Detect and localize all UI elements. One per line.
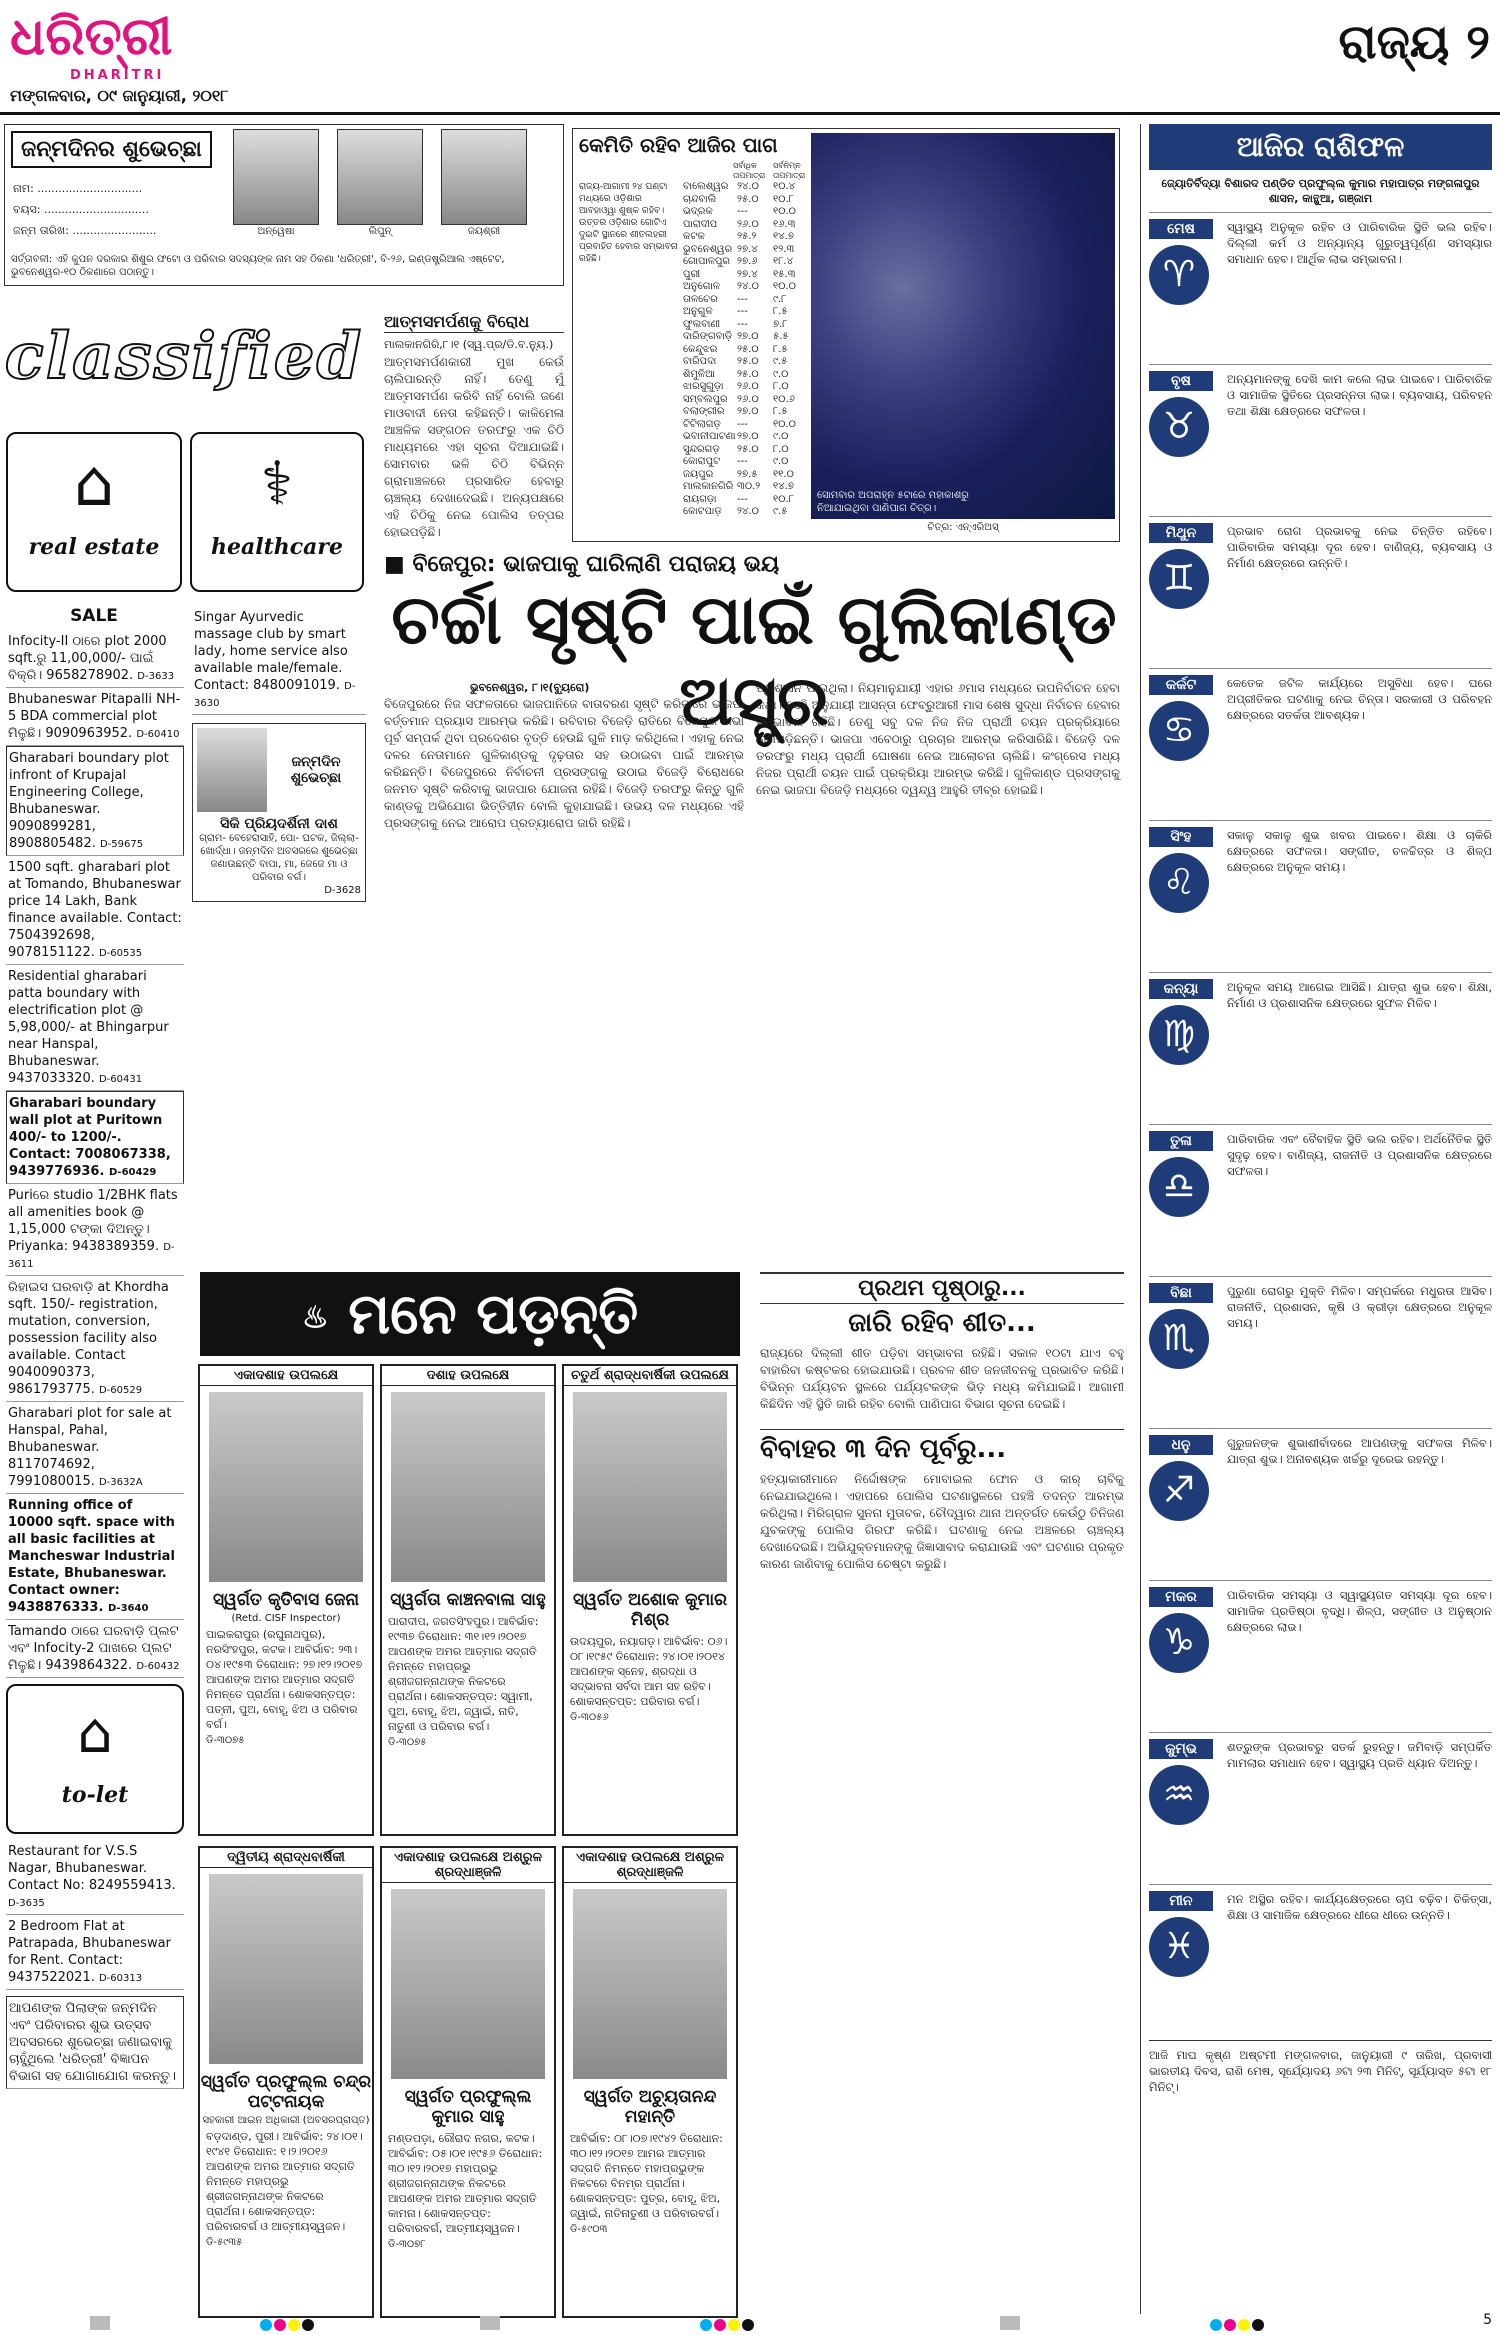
rashi-text: ମନ ଅସ୍ଥିର ରହିବ। କାର୍ଯ୍ୟକ୍ଷେତ୍ରରେ ଚାପ ବଢ଼ିବ। ଚିକିତ୍ସା, ଶିକ୍ଷା ଓ ସାମାଜିକ କ୍ଷେତ୍ରରେ ଧୀରେ ଧୀରେ ଉନ୍ନତି। [1227, 1892, 1492, 1922]
weather-row [683, 231, 809, 244]
rashi-item [1149, 668, 1492, 820]
weather-row [683, 256, 809, 269]
classified-ad: Puriରେ studio 1/2BHK flats all amenities book @ 1,15,000 ଟଙ୍କା ଦିଅନ୍ତୁ। Priyanka: 9438389359. D-3611 [6, 1184, 184, 1276]
weather-min: ୧୪.୭ [773, 481, 794, 492]
obituary-photo [573, 1392, 728, 1582]
kid-photo-2 [337, 129, 423, 238]
surrender-story [384, 312, 564, 552]
dateline: ମଙ୍ଗଳବାର, ୦୯ ଜାନୁୟାରୀ, ୨୦୧୮ [10, 86, 229, 105]
weather-city: ସମ୍ବଲପୁର [683, 393, 728, 405]
weather-max: ୨୬.୦ [737, 393, 759, 405]
lead-headline: ଚର୍ଚ୍ଚା ସୃଷ୍ଟି ପାଇଁ ଗୁଲିକାଣ୍ଡ ଅସ୍ତ୍ର [391, 580, 1117, 741]
weather-max: --- [737, 306, 748, 317]
rashi-item [1149, 1276, 1492, 1428]
weather-min: ୧୨.୩ [773, 243, 795, 255]
weather-max: --- [737, 493, 748, 505]
wish-photo [197, 728, 267, 812]
weather-intro: ରାଜ୍ୟ-ଆଗାମୀ ୨୪ ଘଣ୍ଟା ମଧ୍ୟରେ ଓଡ଼ିଶାର ଆବହାଓ୍ୱା ଶୁଷ୍କ ରହିବ। ଉତ୍ତର ଓଡ଼ିଶାର ଗୋଟିଏ ଦୁଇଟି ସ୍ଥାନରେ ଶୀତଲହରୀ ପ୍ରବାହିତ ହେବାର ସମ୍ଭାବନା ରହିଛି। [579, 182, 679, 264]
weather-max: ୨୫.୦ [737, 443, 759, 455]
weather-max: ୨୭.୦ [737, 431, 759, 442]
weather-row [683, 356, 809, 369]
weather-max: ୨୪.୦ [737, 281, 759, 292]
weather-row [683, 456, 809, 469]
obituary-occasion: ଚତୁର୍ଥ ଶ୍ରାଦ୍ଧବାର୍ଷିକୀ ଉପଲକ୍ଷେ [564, 1366, 736, 1386]
rashi-item [1149, 1732, 1492, 1884]
weather-min: ୧୦.୦ [773, 418, 796, 430]
weather-min: ୧୦.୮ [773, 193, 794, 205]
classified-ad: Tamando ଠାରେ ଘରବାଡ଼ି ପ୍ଲଟ ଏବଂ Infocity-2 ପାଖରେ ପ୍ଲଟ ମିଳୁଛି। 9439864322. D-60432 [6, 1620, 184, 1678]
real-estate-badge [6, 432, 182, 592]
weather-min: ୧୦.୦ [773, 206, 796, 217]
obituary-name: ସ୍ୱର୍ଗତ ପ୍ରଫୁଲ୍ଲ କୁମାର ସାହୁ [404, 2087, 532, 2127]
birthday-field-age: ବୟସ: .............................. [13, 203, 149, 216]
weather-city: ଭବାନୀପାଟଣା [683, 431, 736, 442]
obituary-name: ସ୍ୱର୍ଗତ ଅଶୋକ କୁମାର ମିଶ୍ର [573, 1590, 727, 1630]
lead-dateline: ଭୁବନେଶ୍ୱର, ୮।୧(ବ୍ୟୁରୋ) [470, 681, 590, 694]
obituary-code: ଡି-୩୦୭୮ [388, 2239, 426, 2250]
obituary-body: ଆବିର୍ଭାବ: ୦୮।୦୭।୧୯୪୨ ତିରୋଧାନ: ୩୦।୧୨।୨୦୧୭ ଆମର ଆତ୍ମାର ସଦ୍‌ଗତି ନିମନ୍ତେ ମହାପ୍ରଭୁଙ୍କ ନିକଟରେ ବିନମ୍ର ପ୍ରାର୍ଥନା। ଶୋକସନ୍ତପ୍ତ: ପୁତ୍ର, ବୋହୂ, ଝିଅ, ଜ୍ୱାଇଁ, ନାତିନାତୁଣୀ ଓ ପରିବାରବର୍ଗ। [570, 2132, 723, 2220]
classified-ad: Residential gharabari patta boundary with electrification plot @ 5,98,000/- at Bhingarpur near Hanspal, Bhubaneswar. 9437033320. D-60431 [6, 965, 184, 1091]
weather-min: ୧୮.୪ [773, 256, 794, 267]
weather-city: କୋଟପାଡ଼ [683, 506, 722, 517]
zodiac-icon: ♌ [1149, 853, 1209, 913]
rashi-name: ଧନୁ [1149, 1435, 1213, 1455]
weather-row [683, 244, 809, 257]
weather-city: ରାୟଗଡ଼ା [683, 493, 717, 505]
rashi-name: ମକର [1149, 1587, 1213, 1607]
weather-city: ପାରାଦୀପ [683, 218, 718, 230]
weather-max: ୨୫.୦ [737, 193, 759, 205]
classified-bottom-note: ଆପଣଙ୍କ ପିଲାଙ୍କ ଜନ୍ମଦିନ ଏବଂ ପରିବାରର ଶୁଭ ଉତ୍ସବ ଅବସରରେ ଶୁଭେଚ୍ଛା ଜଣାଇବାକୁ ଚାହୁଁଥିଲେ 'ଧରିତ୍ରୀ' ବିଜ୍ଞାପନ ବିଭାଗ ସହ ଯୋଗାଯୋଗ କରନ୍ତୁ। [6, 1996, 184, 2089]
weather-min: ୯.୦ [773, 431, 789, 442]
zodiac-icon: ♐ [1149, 1461, 1209, 1521]
rashifal-author: ଜ୍ୟୋତିର୍ବିଦ୍ୟା ବିଶାରଦ ପଣ୍ଡିତ ପ୍ରଫୁଲ୍ଲ କୁମାର ମହାପାତ୍ର ମଙ୍ଗଳାପୁର ଶାସନ, କାନ୍ଥୁଆ, ଗଞ୍ଜାମ [1161, 177, 1480, 205]
diya-icon: ♨ [301, 1300, 329, 1336]
obituary-name: ସ୍ୱର୍ଗତା କାଞ୍ଚନବାଳା ସାହୁ [390, 1590, 546, 1610]
cold-story-body: ରାଜ୍ୟରେ ଦିଲ୍ଲୀ ଶୀତ ପଡ଼ିବା ସମ୍ଭାବନା ରହିଛି। ସକାଳ ୧୦ଟା ଯାଏ ବହୁ ବାହାରିବା କଷ୍ଟକର ହୋଇଯାଉଛି। ପ୍ରବଳ ଶୀତ ଜନଜୀବନକୁ ପ୍ରଭାବିତ କରିଛି। ବିଭିନ୍ନ ପର୍ଯ୍ୟଟନ ସ୍ଥଳରେ ପର୍ଯ୍ୟଟକଙ୍କ ଭିଡ଼ ମଧ୍ୟ କମିଯାଇଛି। ଆଗାମୀ କିଛିଦିନ ଏହି ସ୍ଥିତି ଜାରି ରହିବ ବୋଲି ପାଣିପାଗ ବିଭାଗ ସୂଚନା ଦେଇଛି। [760, 1346, 1124, 1411]
wedding-story-body: ହତ୍ୟାକାରୀମାନେ ନିର୍ଦ୍ଦୋଷଙ୍କ ମୋବାଇଲ ଫୋନ ଓ କାର୍ ଚାବିକୁ ନେଇଯାଇଥିଲେ। ଏହାପରେ ପୋଲିସ ଘଟଣାସ୍ଥଳରେ ପହଞ୍ଚି ତଦନ୍ତ ଆରମ୍ଭ କରିଥିଲା। ମିରିଗ୍ରାଳ ସୁନନା ମୁତାବକ, ଚୌଦ୍ୱାର ଥାନା ଅନ୍ତର୍ଗତ କେଉଁଠୁ ତିନିଜଣ ଯୁବକଙ୍କୁ ପୋଲିସ ଗିରଫ କରିଛି। ଘଟଣାକୁ ନେଇ ଅଞ୍ଚଳରେ ଚାଞ୍ଚଲ୍ୟ ଦେଖାଦେଇଛି। ଅଭିଯୁକ୍ତମାନଙ୍କୁ ଜିଜ୍ଞାସାବାଦ କରାଯାଉଛି ଏବଂ ଘଟଣାର ପ୍ରକୃତ କାରଣ ଜାଣିବାକୁ ପୋଲିସ ଚେଷ୍ଟା କରୁଛି। [760, 1472, 1124, 1571]
weather-city: ବାଲେଶ୍ୱର [683, 181, 729, 192]
obituary-body: ବଡ଼ଦାଣ୍ଡ, ପୁରୀ। ଆବିର୍ଭାବ: ୨୪।୦୧।୧୯୪୧ ତିରୋଧାନ: ୧।୨।୨୦୧୬ ଆପଣଙ୍କ ଅମର ଆତ୍ମାର ସଦ୍‌ଗତି ନିମନ୍ତେ ମହାପ୍ରଭୁ ଶ୍ରୀଜଗନ୍ନାଥଙ୍କ ନିକଟରେ ପ୍ରାର୍ଥନା। ଶୋକସନ୍ତପ୍ତ: ପରିବାରବର୍ଗ ଓ ଆତ୍ମୀୟସ୍ୱଜନ। [206, 2130, 363, 2233]
weather-row [683, 331, 809, 344]
obituary-code: ଡି-୩୦୭୫ [206, 1735, 245, 1746]
grey-mark [480, 2316, 500, 2330]
rashi-item [1149, 516, 1492, 668]
weather-max: --- [737, 456, 748, 467]
map-credit: ଚିତ୍ର: ଏନ୍‌ଏରିଅସ୍ [927, 522, 999, 533]
obituary-body: ପାଇକରାପୁର (ରଘୁନାଥପୁର), ନରସିଂହପୁର, କଟକ। ଆବିର୍ଭାବ: ୨୩।୦୪।୧୯୫୩ ତିରୋଧାନ: ୨୭।୧୨।୨୦୧୭ ଆପଣଙ୍କ ଅମର ଆତ୍ମାର ସଦ୍‌ଗତି ନିମନ୍ତେ ପ୍ରାର୍ଥନା। ଶୋକସନ୍ତପ୍ତ: ପତ୍ନୀ, ପୁଅ, ବୋହୂ, ଝିଅ ଓ ପରିବାର ବର୍ଗ। [206, 1628, 363, 1731]
weather-city: ଭଦ୍ରକ [683, 206, 713, 217]
birthday-coupon [4, 124, 564, 286]
page-number: 5 [1483, 2312, 1492, 2328]
weather-max: --- [737, 318, 748, 330]
weather-max: ୨୫.୦ [737, 368, 759, 380]
rashifal-footer: ଆଜି ମାଘ କୃଷ୍ଣ ଅଷ୍ଟମୀ ମଙ୍ଗଳବାର, ଜାନୁୟାରୀ ୯ ତାରିଖ, ପ୍ରବାସୀ ଭାରତୀୟ ଦିବସ, ରାଶି ମେଷ, ସୂର୍ଯ୍ୟୋଦୟ ୬ଟା ୨୩ ମିନିଟ୍, ସୂର୍ଯ୍ୟାସ୍ତ ୫ଟା ୧୮ ମିନିଟ୍। [1149, 2040, 1492, 2095]
weather-max: ୨୪.୦ [737, 506, 759, 517]
real-estate-label: real estate [28, 534, 160, 560]
cmyk-mark [700, 2316, 756, 2335]
weather-city: କଟକ [683, 231, 705, 242]
rashi-name: ବିଛା [1149, 1283, 1213, 1303]
surrender-dateline: ମାଲକାନଗିରି,୮।୧ (ସ୍ୱ.ପ୍ର/ଡି.ବ.ନ୍ୟୁ.) [384, 338, 554, 351]
obituary-occasion: ଦ୍ୱିତୀୟ ଶ୍ରାଦ୍ଧବାର୍ଷିକୀ [200, 1848, 372, 1868]
surrender-title: ଆତ୍ମସମର୍ପଣକୁ ବିରୋଧ [384, 312, 564, 333]
zodiac-icon: ♉ [1149, 397, 1209, 457]
weather-row [683, 281, 809, 294]
birthday-field-name: ନାମ: .............................. [13, 182, 143, 195]
weather-max: --- [737, 293, 748, 305]
zodiac-icon: ♒ [1149, 1765, 1209, 1825]
classified-ad: Bhubaneswar Pitapalli NH-5 BDA commercial plot ମିଳୁଛି। 9090963952. D-60410 [6, 688, 184, 746]
weather-min: ୧୦.୪ [773, 181, 796, 192]
weather-min: ୯.୮ [773, 293, 787, 305]
classified-ads-mid [192, 606, 366, 1266]
weather-max: ୩୦.୨ [737, 481, 761, 492]
obituary-name: ସ୍ୱର୍ଗତ ଅଚ୍ୟୁତାନନ୍ଦ ମହାନ୍ତି [583, 2087, 717, 2127]
obituary-occasion: ଦଶାହ ଉପଲକ୍ଷେ [382, 1366, 554, 1386]
weather-row [683, 506, 809, 519]
rashi-name: ବୃଷ [1149, 371, 1213, 391]
classified-ad: Singar Ayurvedic massage club by smart lady, home service also available male/female. Contact: 8480091019. D-3630 [192, 606, 366, 715]
obituary-code: ଡି-୩୦୭୫ [388, 1737, 427, 1748]
weather-row [683, 319, 809, 332]
classified-ad: Restaurant for V.S.S Nagar, Bhubaneswar. Contact No: 8249559413. D-3635 [6, 1840, 184, 1915]
weather-min: ୮.୫ [773, 343, 788, 355]
rashi-name: ସିଂହ [1149, 827, 1213, 847]
obituary-photo [209, 1392, 364, 1582]
grey-mark [90, 2316, 110, 2330]
print-marks [0, 2312, 1500, 2335]
obituary-code: ଡି-୫୯୩୫ [206, 2237, 243, 2248]
house-icon: ⌂ [73, 447, 115, 521]
rashi-text: ପ୍ରଭାବ ରୋଗ ପ୍ରଭାବକୁ ନେଇ ଚିନ୍ତିତ ରହିବେ। ପାରିବାରିକ ସମସ୍ୟା ଦୂର ହେବ। ବାଣିଜ୍ୟ, ବ୍ୟବସାୟ ଓ ନିର୍ମାଣ କ୍ଷେତ୍ରରେ ଉନ୍ନତି। [1227, 524, 1492, 570]
weather-city: ଅନୁଗୋଳ [683, 281, 720, 292]
weather-min: ୧୫.୩ [773, 268, 796, 280]
rashi-name: ମେଷ [1149, 219, 1213, 239]
weather-min: ୧୬.୩ [773, 218, 796, 230]
rashi-text: ପାରିବାରିକ ଏବଂ ବୈବାହିକ ସ୍ଥିତି ଭଲ ରହିବ। ଅର୍ଥନୈତିକ ସ୍ଥିତି ସୁଦୃଢ଼ ହେବ। ବାଣିଜ୍ୟ, ରାଜନୀତି ଓ ପ୍ରଶାସନିକ କ୍ଷେତ୍ରରେ ସଫଳତା। [1227, 1132, 1492, 1178]
zodiac-icon: ♍ [1149, 1005, 1209, 1065]
healthcare-badge [190, 432, 364, 592]
weather-row [683, 494, 809, 507]
weather-city: ଅନୁଗୁଳ [683, 306, 713, 317]
continued-label: ପ୍ରଥମ ପୃଷ୍ଠାରୁ... [858, 1276, 1026, 1301]
wish-name: ସିକି ପ୍ରିୟଦର୍ଶିନୀ ଦାଶ [220, 816, 338, 832]
continued-stories [760, 1272, 1124, 2322]
obituary-card [198, 1364, 374, 1836]
weather-row [683, 306, 809, 319]
rashi-text: ପୁରୁଣା ରୋଗରୁ ମୁକ୍ତି ମିଳିବ। ସମ୍ପର୍କରେ ମଧୁରତା ଆସିବ। ରାଜନୀତି, ପ୍ରଶାସନ, କୃଷି ଓ କ୍ରୀଡ଼ା କ୍ଷେତ୍ରରେ ଅନୁକୂଳ ସମୟ। [1227, 1284, 1492, 1330]
weather-max: ୨୭.୪ [737, 243, 758, 255]
weather-min: ୫.୫ [773, 331, 789, 342]
rashi-name: ତୁଳା [1149, 1131, 1213, 1151]
obituary-designation: ସହକାରୀ ଆଇନ ଅଧିକାରୀ (ଅବସରପ୍ରାପ୍ତ) [202, 2115, 370, 2126]
to-let-label: to-let [61, 1782, 129, 1808]
weather-max: ୨୭.୬ [737, 256, 758, 267]
to-let-house-icon: ⌂ [77, 1701, 113, 1766]
weather-city: କୋରାପୁଟ [683, 456, 721, 467]
obituary-occasion: ଏକାଦଶାହ ଉପଲକ୍ଷେ [200, 1366, 372, 1386]
classified-ad: Gharabari boundary wall plot at Puritown 400/- to 1200/-. Contact: 7008067338, 9439776936. D-60429 [6, 1091, 184, 1184]
rashi-text: କେତେକ ଜଟିଳ କାର୍ଯ୍ୟରେ ଅସୁବିଧା ହେବ। ଘରେ ଅପ୍ରୀତିକର ଘଟଣାକୁ ନେଇ ଚିନ୍ତା। ସରକାରୀ ଓ ପରିବହନ କ୍ଷେତ୍ରରେ ସତର୍କତା ଆବଶ୍ୟକ। [1227, 676, 1492, 722]
logo-subtitle: DHARITRI [70, 68, 165, 83]
weather-row [683, 431, 809, 444]
weather-min: ୧୧.୦ [773, 468, 794, 480]
rashi-name: କୁମ୍ଭ [1149, 1739, 1213, 1759]
weather-min: ୮.୫ [773, 406, 788, 417]
weather-title: କେମିତି ରହିବ ଆଜିର ପାଗ [579, 133, 778, 157]
cmyk-mark [260, 2316, 316, 2335]
weather-max: --- [737, 206, 748, 217]
rashi-text: ଗୁରୁଜନଙ୍କ ଶୁଭାଶୀର୍ବାଦରେ ଆପଣଙ୍କୁ ସଫଳତା ମିଳିବ। ଯାତ୍ରା ଶୁଭ। ଅନାବଶ୍ୟକ ଖର୍ଚ୍ଚରୁ ଦୂରେଇ ରହନ୍ତୁ। [1227, 1436, 1492, 1466]
rashifal-column [1140, 124, 1492, 2314]
zodiac-icon: ♎ [1149, 1157, 1209, 1217]
weather-min: ୯.୦ [773, 456, 789, 467]
obituary-code: ଡି-୩୦୫୬ [570, 1712, 609, 1723]
classified-ad: Gharabari boundary plot infront of Krupajal Engineering College, Bhubaneswar. 9090899281, 8908805482. D-59675 [6, 746, 184, 856]
weather-city: ସୁନ୍ଦରଗଡ଼ [683, 443, 720, 455]
obituary-body: ଉଦୟପୁର, ନୟାଗଡ଼। ଆବିର୍ଭାବ: ୦୬।୦୮।୧୯୫୯ ତିରୋଧାନ: ୨୪।୦୧।୨୦୧୪ ଆପଣଙ୍କ ସ୍ନେହ, ଶ୍ରଦ୍ଧା ଓ ସଦ୍‌ଭାବନା ସର୍ବଦା ଆମ ସହ ରହିବ। ଶୋକସନ୍ତପ୍ତ: ପରିବାର ବର୍ଗ। [570, 1635, 728, 1708]
obituary-occasion: ଏକାଦଶାହ ଉପଲକ୍ଷେ ଅଶ୍ରୁଳ ଶ୍ରଦ୍ଧାଞ୍ଜଳି [382, 1848, 554, 1883]
weather-min: ୯.୫ [773, 356, 788, 367]
weather-city: ବଲାଙ୍ଗୀର [683, 406, 725, 417]
obituary-body: ମଣ୍ଡପଡ଼ା, ରୌରାଦ ନଗର, କଟକ। ଆବିର୍ଭାବ: ୦୫।୦୧।୧୯୫୬ ତିରୋଧାନ: ୩୦।୧୨।୨୦୧୭ ମହାପ୍ରଭୁ ଶ୍ରୀଜଗନ୍ନାଥଙ୍କ ନିକଟରେ ଆପଣଙ୍କ ଅମର ଆତ୍ମାର ସଦ୍‌ଗତି କାମନା। ଶୋକସନ୍ତପ୍ତ: ପରିବାରବର୍ଗ, ଆତ୍ମୀୟସ୍ୱଜନ। [388, 2132, 543, 2235]
birthday-title: ଜନ୍ମଦିନର ଶୁଭେଚ୍ଛା [11, 131, 212, 168]
birthday-wish-ad [192, 723, 366, 902]
weather-city: ଜୟପୁର [683, 468, 714, 480]
weather-row [683, 394, 809, 407]
obituary-name: ସ୍ୱର୍ଗତ ପ୍ରଫୁଲ୍ଲ ଚନ୍ଦ୍ର ପଟ୍ଟନାୟକ [200, 2072, 372, 2112]
weather-max: ୨୭.୪ [737, 268, 758, 280]
zodiac-icon: ♓ [1149, 1917, 1209, 1977]
classified-ad: ରିହାଇସ ଘରବାଡ଼ି at Khordha sqft. 150/- registration, mutation, conversion, possession facility also available. Contact 9040090373, 9861793775. D-60529 [6, 1276, 184, 1402]
weather-box [572, 128, 1120, 542]
weather-row [683, 369, 809, 382]
lead-kicker: ■ ବିଜେପୁର: ଭାଜପାକୁ ଘାରିଲାଣି ପରାଜୟ ଭୟ [384, 552, 780, 577]
rashi-item [1149, 820, 1492, 972]
weather-max: ୨୪.୦ [737, 181, 759, 192]
rashi-text: ଅନୁକୂଳ ସମୟ ଆଗେଇ ଆସିଛି। ଯାତ୍ରା ଶୁଭ ହେବ। ଶିକ୍ଷା, ନିର୍ମାଣ ଓ ପ୍ରଶାସନିକ କ୍ଷେତ୍ରରେ ସୁଫଳ ମିଳିବ। [1227, 980, 1492, 1010]
stethoscope-icon: ⚕ [260, 449, 294, 519]
wedding-story-title: ବିବାହର ୩ ଦିନ ପୂର୍ବରୁ... [760, 1429, 1124, 1465]
weather-min: ୧୪.୭ [773, 231, 794, 242]
rashi-text: ସକାଳୁ ସକାଳୁ ଶୁଭ ଖବର ପାଇବେ। ଶିକ୍ଷା ଓ ଚାକିରି କ୍ଷେତ୍ରରେ ସଫଳତା। ସଙ୍ଗୀତ, ଚଳଚ୍ଚିତ୍ର ଓ ଶିଳ୍ପ କ୍ଷେତ୍ରରେ ଅନୁକୂଳ ସମୟ। [1227, 828, 1492, 874]
obituary-photo [209, 1874, 364, 2064]
mane-padanti-banner [200, 1272, 740, 1356]
masthead-logo [10, 6, 250, 96]
kid-photo-3 [441, 129, 527, 238]
obituary-card [562, 1846, 738, 2318]
birthday-note: ସର୍ତ୍ତାବଳୀ: ଏହି କୁପନ ଦରକାର ଶିଶୁର ଫଟୋ ଓ ପରିବାର ସଦସ୍ୟଙ୍କ ନାମ ସହ ଠିକଣା 'ଧରିତ୍ରୀ', ବି-୨୬, ଇଣ୍ଡଷ୍ଟ୍ରିଆଲ ଏଷ୍ଟେଟ, ଭୁବନେଶ୍ୱର-୧୦ ଠିକଣାରେ ପଠାନ୍ତୁ। [11, 254, 505, 278]
kid-name: ଲିପୁନ୍ [368, 226, 392, 237]
wish-code: D-3628 [324, 885, 361, 896]
weather-city: ମାଲକାନଗିରି [683, 481, 734, 492]
weather-max: ୨୫.୦ [737, 356, 759, 367]
weather-min: ୧୦.୬ [773, 393, 795, 405]
weather-min: ୮.୫ [773, 306, 788, 317]
top-rule [0, 112, 1500, 115]
weather-row [683, 344, 809, 357]
weather-city: ପୁରୀ [683, 268, 701, 280]
kid-name: ଅନ୍ୱେଷା [257, 226, 295, 237]
weather-min: ୯.୫ [773, 506, 788, 517]
weather-row [683, 481, 809, 494]
weather-row [683, 419, 809, 432]
weather-max: ୨୬.୦ [737, 218, 759, 230]
rashi-list [1149, 212, 1492, 2036]
zodiac-icon: ♊ [1149, 549, 1209, 609]
rashi-name: କର୍କଟ [1149, 675, 1213, 695]
rashi-item [1149, 1884, 1492, 2036]
weather-city: ଦାରିଙ୍ଗବାଡ଼ି [683, 331, 733, 342]
zodiac-icon: ♋ [1149, 701, 1209, 761]
weather-city: ଗୋପାଳପୁର [683, 256, 731, 267]
weather-city: ଶିମୁଳିଆ [683, 368, 715, 380]
rashi-text: ଅନ୍ୟମାନଙ୍କୁ ଦେଖି କାମ କଲେ ଲାଭ ପାଇବେ। ପାରିବାରିକ ଓ ସାମାଜିକ ସ୍ଥିତିରେ ପ୍ରସନ୍ନତା ଲାଭ। ବ୍ୟବସାୟ, ପରିବହନ ତଥା ଶିକ୍ଷା କ୍ଷେତ୍ରରେ ସଫଳତା। [1227, 372, 1492, 418]
obituary-card [380, 1364, 556, 1836]
weather-max: --- [737, 418, 748, 430]
obituary-photo [391, 1392, 546, 1582]
classified-ad: 1500 sqft. gharabari plot at Tomando, Bhubaneswar price 14 Lakh, Bank finance available. Contact: 7504392698, 9078151122. D-60535 [6, 856, 184, 965]
satellite-map [811, 133, 1115, 519]
healthcare-label: healthcare [211, 534, 343, 560]
weather-city: ଚାନ୍ଦବାଲି [683, 193, 717, 205]
weather-table [683, 181, 809, 519]
weather-max: ୨୭.୫ [737, 468, 758, 480]
rashi-text: ପାରିବାରିକ ସମସ୍ୟା ଓ ସ୍ୱାସ୍ଥ୍ୟଗତ ସମସ୍ୟା ଦୂର ହେବ। ସାମାଜିକ ପ୍ରତିଷ୍ଠା ବୃଦ୍ଧି। ଶିଳ୍ପ, ସଙ୍ଗୀତ ଓ ଅନୁଷ୍ଠାନ କ୍ଷେତ୍ରରେ ଲାଭ। [1227, 1588, 1492, 1634]
classified-ad: Gharabari plot for sale at Hanspal, Pahal, Bhubaneswar. 8117074692, 7991080015. D-3632A [6, 1402, 184, 1494]
logo-text: ଧରିତ୍ରୀ [10, 6, 173, 67]
rashi-name: କନ୍ୟା [1149, 979, 1213, 999]
rashi-item [1149, 1428, 1492, 1580]
weather-max: ୨୭.୦ [737, 331, 759, 342]
rashi-name: ମୀନ [1149, 1891, 1213, 1911]
weather-row [683, 194, 809, 207]
weather-max: ୨୭.୦ [737, 406, 759, 417]
weather-min: ୭.୮ [773, 318, 788, 330]
obituary-card [380, 1846, 556, 2318]
classified-logo: classified [4, 319, 364, 394]
zodiac-icon: ♑ [1149, 1613, 1209, 1673]
map-caption: ସୋମବାର ଅପରାହ୍ନ ୫ଟାରେ ମହାକାଶରୁ ନିଆଯାଇଥିବା ପାଣିପାଗ ଚିତ୍ର। [817, 490, 969, 514]
rashi-item [1149, 972, 1492, 1124]
rashi-item [1149, 1580, 1492, 1732]
weather-min: ୮.୦ [773, 443, 789, 455]
lead-column-1: ବିଜେପୁରରେ ନିଜ ସଫଳତାରେ ଭାଜପାନିଜେ ବାତାବରଣ ସୃଷ୍ଟି କରିବାରେ ଭାଜପା ବର୍ତ୍ତମାନ ପ୍ରୟାସ ଆରମ୍ଭ କରିଛି। ରବିବାର ବିଜେଡ଼ି ରାତିରେ ବିଜେପୁର ଗଭା ପୂର୍ବ ସମ୍ପର୍କ ଥିବା ପ୍ରଦେଶର ବୃତ୍ତି ହେଉଛି ଗୁଳି ମାଡ଼ କରିଥିଲେ। ଏହାକୁ ନେଇ ଦଳର ନେତାମାନେ ଗୁଳିକାଣ୍ଡକୁ ଦୃଢ଼ତାର ସହ ଉଠାଇବା ପାଇଁ ଆରମ୍ଭ କରିଛନ୍ତି। ବିଜେପୁରରେ ନିର୍ବାଚନୀ ପ୍ରସଙ୍ଗକୁ ଉଠାଇ ବିଜେଡ଼ି ବିରୋଧରେ ଜନମତ ସୃଷ୍ଟି କରିବାକୁ ଭାଜପାର ଯୋଜନା ରହିଛି। ବିଜେଡ଼ି ତରଫରୁ କିନ୍ତୁ ଗୁଳି କାଣ୍ଡକୁ ଅଭିଯୋଗ ଭିତ୍ତିହୀନ ବୋଲି କୁହାଯାଇଛି। ଉଭୟ ଦଳ ମଧ୍ୟରେ ଏହି ପ୍ରସଙ୍ଗକୁ ନେଇ ଆରୋପ ପ୍ରତ୍ୟାରୋପ ଜାରି ରହିଛି। [384, 697, 744, 830]
classified-ads-left [6, 630, 184, 2330]
classified-ad: 2 Bedroom Flat at Patrapada, Bhubaneswar for Rent. Contact: 9437522021. D-60313 [6, 1915, 184, 1990]
section-title: ରାଜ୍ୟ ୨ [1338, 14, 1490, 70]
weather-city: ଝାରସୁଗୁଡ଼ା [683, 381, 724, 392]
obituary-occasion: ଏକାଦଶାହ ଉପଲକ୍ଷେ ଅଶ୍ରୁଳ ଶ୍ରଦ୍ଧାଞ୍ଜଳି [564, 1848, 736, 1883]
weather-max: ୨୫.୨ [737, 231, 757, 242]
weather-col-max: ସର୍ବାଧିକ ତାପମାତ୍ରା [733, 161, 766, 180]
cmyk-mark [1210, 2316, 1266, 2335]
weather-row [683, 219, 809, 232]
classified-ad: Running office of 10000 sqft. space with all basic facilities at Mancheswar Industrial Estate, Bhubaneswar. Contact owner: 9438876333. D-3640 [6, 1494, 184, 1620]
weather-min: ୮.୦ [773, 381, 789, 392]
weather-city: ତାଳଚେର [683, 293, 718, 305]
birthday-field-dob: ଜନ୍ମ ତାରିଖ: ........................ [13, 224, 157, 237]
obituary-designation: (Retd. CISF Inspector) [231, 1613, 341, 1624]
obituary-photo [391, 1889, 546, 2079]
cold-story-title: ଜାରି ରହିବ ଶୀତ... [848, 1308, 1036, 1338]
rashi-text: ଶତ୍ରୁଙ୍କ ପ୍ରଭାବରୁ ସତର୍କ ରୁହନ୍ତୁ। ଜମିବାଡ଼ି ସମ୍ପର୍କିତ ମାମଲାର ସମାଧାନ ହେବ। ସ୍ୱାସ୍ଥ୍ୟ ପ୍ରତି ଧ୍ୟାନ ଦିଅନ୍ତୁ। [1227, 1740, 1492, 1770]
weather-col-min: ସର୍ବନିମ୍ନ ତାପମାତ୍ରା [773, 161, 806, 180]
obituary-body: ପାରାଦୀପ, ଜଗତସିଂହପୁର। ଆବିର୍ଭାବ: ୧୯୩୭ ତିରୋଧାନ: ୩୧।୧୨।୨୦୧୭ ଆପଣଙ୍କ ଅମର ଆତ୍ମାର ସଦ୍‌ଗତି ନିମନ୍ତେ ମହାପ୍ରଭୁ ଶ୍ରୀଜଗନ୍ନାଥଙ୍କ ନିକଟରେ ପ୍ରାର୍ଥନା। ଶୋକସନ୍ତପ୍ତ: ସ୍ୱାମୀ, ପୁଅ, ବୋହୂ, ଝିଅ, ଜ୍ୱାଇଁ, ନାତି, ନାତୁଣୀ ଓ ପରିବାର ବର୍ଗ। [388, 1615, 539, 1733]
weather-row [683, 469, 809, 482]
surrender-body: ଆତ୍ମସମର୍ପଣକାରୀ ମୁଖ କେଉଁ ଚାଲିପାରନ୍ତି ନାହିଁ। ତେଣୁ ମୁଁ ଆତ୍ମସମର୍ପଣ କରିବି ନାହିଁ ବୋଲି ଜଣେ ମାଓବାଦୀ ନେତା କହିଛନ୍ତି। କାଳିମେଳା ଆଞ୍ଚଳିକ ସଙ୍ଗଠନ ତରଫରୁ ଏକ ଚିଠି ମାଧ୍ୟମରେ ଏହା ସୂଚନା ଦିଆଯାଇଛି। ସୋମବାର ଭଳି ଚିଠି ବିଭିନ୍ନ ଗ୍ରାମାଞ୍ଚଳରେ ପ୍ରସାରିତ ହେବାରୁ ଚାଞ୍ଚଲ୍ୟ ଦେଖାଦେଇଛି। ଅନ୍ୟପକ୍ଷରେ ଏହି ଚିଠିକୁ ନେଇ ପୋଲିସ ତତ୍ପର ହୋଇପଡ଼ିଛି। [384, 355, 564, 539]
rashi-text: ସ୍ୱାସ୍ଥ୍ୟ ଅନୁକୂଳ ରହିବ ଓ ପାରିବାରିକ ସ୍ଥିତି ଭଲ ରହିବ। ଦିଲ୍ଲୀ କର୍ମ ଓ ଅନ୍ୟାନ୍ୟ ଗୁରୁତ୍ୱପୂର୍ଣ୍ଣ ସମସ୍ୟାର ସମାଧାନ ହେବ। ଆର୍ଥିକ ଲାଭ ସମ୍ଭାବନା। [1227, 220, 1492, 266]
weather-max: ୨୫.୦ [737, 343, 759, 355]
mane-title: ମନେ ପଡ଼ନ୍ତି [348, 1281, 639, 1347]
weather-city: ବାରିପଦା [683, 356, 717, 367]
rashi-item [1149, 364, 1492, 516]
obituary-card [562, 1364, 738, 1836]
weather-row [683, 406, 809, 419]
weather-min: ୧୦.୦ [773, 281, 796, 292]
rashi-item [1149, 212, 1492, 364]
weather-city: ଭୁବନେଶ୍ୱର [683, 243, 733, 255]
weather-row [683, 381, 809, 394]
weather-city: ଫୁଲବାଣୀ [683, 318, 721, 330]
rashifal-title: ଆଜିର ରାଶିଫଳ [1149, 124, 1492, 170]
weather-row [683, 444, 809, 457]
obituary-card [198, 1846, 374, 2318]
weather-city: ଟିଟିଲାଗଡ଼ [683, 418, 721, 430]
weather-max: ୨୬.୦ [737, 381, 759, 392]
kid-name: ଜୟଶ୍ରୀ [467, 226, 501, 237]
zodiac-icon: ♈ [1149, 245, 1209, 305]
obituary-photo [573, 1889, 728, 2079]
to-let-badge [6, 1684, 184, 1834]
lead-column-2: ପ୍ରଶାସନ ପାଇଥିଲା। ନିୟମାନୁଯାୟୀ ଏହାର ୬ମାସ ମଧ୍ୟରେ ଉପନିର୍ବାଚନ ହେବା କଥା। ସେହି ଅନୁଯାୟୀ ଆସନ୍ତା ଫେବ୍ରୁଆରୀ ମାସ ଶେଷ ସୁଦ୍ଧା ନିର୍ବାଚନ ହେବାର ସମ୍ଭାବନା ରହିଛି। ତେଣୁ ସବୁ ଦଳ ନିଜ ନିଜ ପ୍ରାର୍ଥୀ ଚୟନ ପ୍ରକ୍ରିୟାରେ ଲାଗିପଡ଼ିଛନ୍ତି। ଭାଜପା ଏବେଠାରୁ ପ୍ରଚାର ଆରମ୍ଭ କରିସାରିଛି। ବିଜେଡ଼ି ଦଳ ତରଫରୁ ମଧ୍ୟ ପ୍ରାର୍ଥୀ ଘୋଷଣା ନେଇ ଆଲୋଚନା ଚାଲିଛି। କଂଗ୍ରେସ ମଧ୍ୟ ନିଜର ପ୍ରାର୍ଥୀ ଚୟନ ପାଇଁ ପ୍ରକ୍ରିୟା ଆରମ୍ଭ କରିଛି। ଗୁଳିକାଣ୍ଡ ପ୍ରସଙ୍ଗକୁ ନେଇ ଭାଜପା ବିଜେଡ଼ି ମଧ୍ୟରେ ଦ୍ୱନ୍ଦ୍ୱ ଆହୁରି ତୀବ୍ର ହୋଇଛି। [756, 681, 1120, 797]
weather-city: କେନ୍ଦୁଝର [683, 343, 718, 355]
weather-row [683, 181, 809, 194]
sale-heading: SALE [70, 606, 118, 626]
zodiac-icon: ♏ [1149, 1309, 1209, 1369]
classified-ad: Infocity-II ଠାରେ plot 2000 sqft.ରୁ 11,00,000/- ପାଇଁ ବିକ୍ରି। 9658278902. D-3633 [6, 630, 184, 688]
wish-title: ଜନ୍ମଦିନ ଶୁଭେଚ୍ଛା [290, 754, 342, 786]
obituary-name: ସ୍ୱର୍ଗତ କୃତିବାସ ଜେନା [212, 1590, 360, 1610]
weather-row [683, 294, 809, 307]
grey-mark [1000, 2316, 1020, 2330]
kid-photo-1 [233, 129, 319, 238]
weather-min: ୧୦.୮ [773, 493, 794, 505]
weather-min: ୯.୦ [773, 368, 789, 380]
rashi-item [1149, 1124, 1492, 1276]
weather-row [683, 206, 809, 219]
obituary-grid [198, 1364, 742, 2324]
wish-text: ଗ୍ରାମ- ବେହେରାସାହି, ପୋ- ଘଟକ, ଜିଲ୍ଲା- ଖୋର୍ଦ୍ଧା। ଜନ୍ମଦିନ ଅବସରରେ ଶୁଭେଚ୍ଛା ଜଣାଉଛନ୍ତି ବାପା, ମା, ଜେଜେ ମା ଓ ପରିବାର ବର୍ଗ। [199, 833, 359, 883]
weather-row [683, 269, 809, 282]
rashi-name: ମିଥୁନ [1149, 523, 1213, 543]
obituary-code: ଡି-୫୯୦୩ [570, 2224, 608, 2235]
